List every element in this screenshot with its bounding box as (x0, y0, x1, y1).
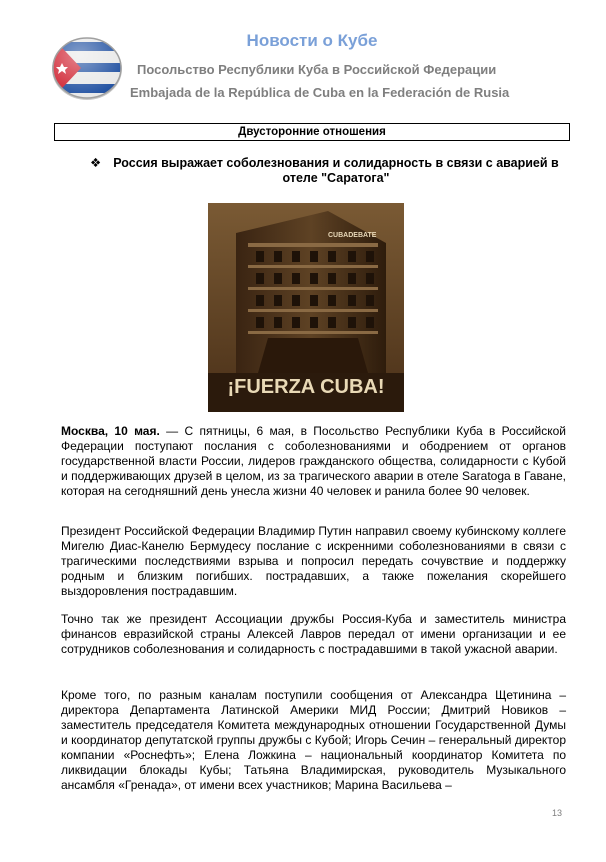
headline-text: Россия выражает соболезнования и солидарность в связи с аварией в отеле "Саратога" (113, 156, 559, 185)
article-paragraph (61, 424, 566, 499)
article-headline (90, 156, 566, 186)
dateline: Москва, 10 мая. (61, 424, 160, 438)
article-paragraph-3: Точно так же президент Ассоциации дружбы Россия-Куба и заместитель министра финансов евразийской страны Алексей Лавров передал от имени организации и ее сотрудников соболезнования и солидарность с пострадавшими в такой ужасной аварии. (61, 612, 566, 656)
embassy-name-es: Embajada de la República de Cuba en la Federación de Rusia (130, 85, 510, 100)
newsletter-title: Новости о Кубе (246, 31, 378, 50)
paragraph-1-text: — С пятницы, 6 мая, в Посольство Республики Куба в Российской Федерации поступают послания с соболезнованиями и ободрением от органов государственной власти России, лидеров гражданского общества, солидарности с Кубой и поддерживающих друзей в целом, из за трагического аварии в отеле Saratoga в Гаване, которая на сегодняшний день унесла жизни 40 человек и ранила более 90 человек. (61, 424, 566, 498)
photo-brand-label: CUBADEBATE (328, 232, 377, 239)
embassy-name-ru: Посольство Республики Куба в Российской Федерации (137, 62, 497, 77)
diamond-bullet-icon: ❖ (90, 156, 102, 170)
article-photo (208, 203, 404, 412)
article-paragraph-2: Президент Российской Федерации Владимир Путин направил своему кубинскому коллеге Мигелю Диас-Канелю Бермудесу послание с искренними соболезнованиями в связи с трагическими последствиями взрыва и попросил передать сочувствие и поддержку родным и близким погибших. пострадавших, а также пожелания скорейшего выздоровления пострадавшим. (61, 524, 566, 598)
section-title: Двусторонние отношения (54, 123, 570, 141)
photo-caption-text: ¡FUERZA CUBA! (227, 376, 385, 398)
article-paragraph-4: Кроме того, по разным каналам поступили сообщения от Александра Щетинина – директора Департамента Латинской Америки МИД России; Дмитрий Новиков – заместитель председателя Комитета международных отношении Государственной Думы и координатор депутатской группы дружбы с Кубой; Игорь Сечин – генеральный директор компании «Роснефть»; Елена Ложкина – национальный координатор Комитета по ликвидации блокады Кубы; Татьяна Владимирская, руководитель Музыкального ансамбля «Гренада», от имени всех участников; Марина Васильева – (61, 688, 566, 792)
page-number: 13 (552, 808, 563, 818)
